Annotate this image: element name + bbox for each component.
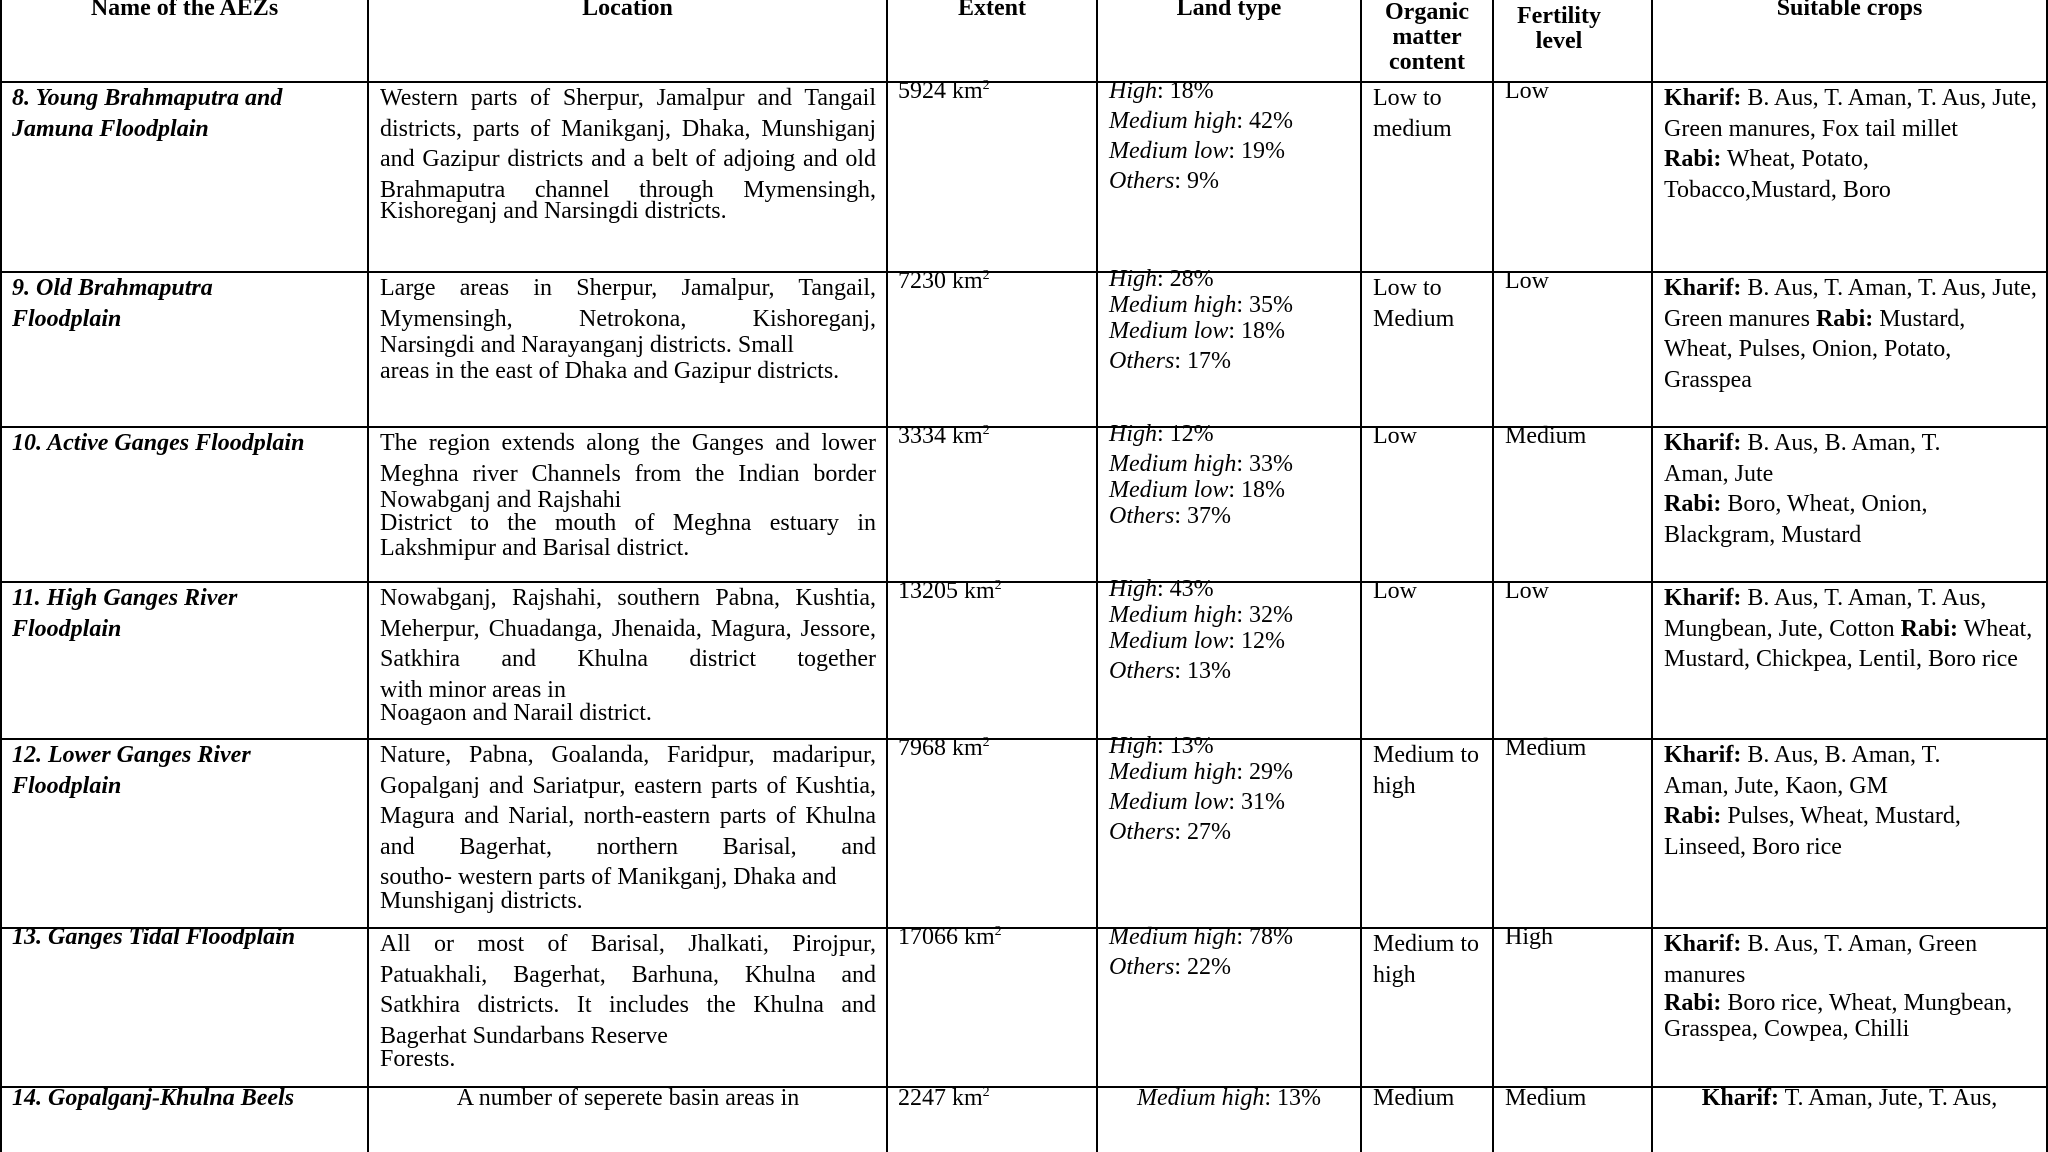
land-type-item: Others: 27% bbox=[1109, 819, 1232, 845]
aez-name: 14. Gopalganj-Khulna Beels bbox=[12, 1085, 295, 1111]
fertility-value: Low bbox=[1505, 578, 1549, 604]
land-type-item: Medium low: 19% bbox=[1109, 138, 1285, 164]
land-type-list bbox=[1109, 266, 1293, 374]
extent-value: 5924 $km^2$ bbox=[898, 78, 990, 104]
header-fertility-level: Fertility level bbox=[1517, 3, 1601, 54]
column-divider bbox=[1096, 0, 1098, 1152]
land-type-item: Medium low: 31% bbox=[1109, 789, 1285, 815]
organic-matter-value: Low to Medium bbox=[1373, 275, 1455, 332]
suitable-crops-cell: Kharif: B. Aus, B. Aman, T. Aman, Jute, Kaon, GM Rabi: Pulses, Wheat, Mustard, Linseed, Boro rice bbox=[1664, 742, 1961, 860]
land-type-item: Medium high: 42% bbox=[1109, 108, 1293, 134]
extent-value: 13205 $km^2$ bbox=[898, 578, 1002, 604]
land-type-item: Medium high: 13% bbox=[1137, 1085, 1321, 1111]
land-type-item: Medium high: 33% bbox=[1109, 451, 1293, 477]
suitable-crops-cell: Kharif: T. Aman, Jute, T. Aus, bbox=[1701, 1085, 1998, 1111]
suitable-crops-cell: Kharif: B. Aus, T. Aman, T. Aus, Jute, Green manures, Fox tail millet Rabi: Wheat, Potato, Tobacco,Mustard, Boro bbox=[1664, 85, 2037, 203]
land-type-item: High: 43% bbox=[1109, 576, 1214, 602]
extent-value: 3334 $km^2$ bbox=[898, 423, 990, 449]
land-type-item: High: 18% bbox=[1109, 78, 1214, 104]
organic-matter-value: Medium to high bbox=[1373, 931, 1479, 988]
header-location: Location bbox=[582, 0, 673, 21]
land-type-item: Others: 37% bbox=[1109, 503, 1232, 529]
fertility-value: Medium bbox=[1505, 735, 1587, 761]
aez-name: 8. Young Brahmaputra and Jamuna Floodplain bbox=[12, 85, 283, 142]
land-type-item: High: 13% bbox=[1109, 733, 1214, 759]
location-cell: Nature, Pabna, Goalanda, Faridpur, madaripur, Gopalganj and Sariatpur, eastern parts of Kushtia, Magura and Narial, north-eastern parts of Khulna and Bagerhat, northern Barisal, and southo- western parts of Manikganj, Dhaka and Munshiganj districts. bbox=[380, 742, 876, 914]
fertility-value: Medium bbox=[1505, 423, 1587, 449]
suitable-crops-cell: Kharif: B. Aus, B. Aman, T. Aman, Jute Rabi: Boro, Wheat, Onion, Blackgram, Mustard bbox=[1664, 430, 1941, 548]
land-type-item: High: 12% bbox=[1109, 421, 1214, 447]
location-cell: Large areas in Sherpur, Jamalpur, Tangail, Mymensingh, Netrokona, Kishoreganj, Narsingdi and Narayanganj districts. Small areas in the east of Dhaka and Gazipur districts. bbox=[380, 275, 876, 384]
location-cell: Nowabganj, Rajshahi, southern Pabna, Kushtia, Meherpur, Chuadanga, Jhenaida, Magura, Jessore, Satkhira and Khulna district together with minor areas in Noagaon and Narail district. bbox=[380, 585, 876, 726]
organic-matter-value: Low bbox=[1373, 578, 1417, 604]
land-type-list bbox=[1109, 733, 1293, 845]
land-type-item: Medium high: 35% bbox=[1109, 292, 1293, 318]
extent-value: 17066 $km^2$ bbox=[898, 924, 1002, 950]
column-divider bbox=[1492, 0, 1494, 1152]
land-type-item: Medium high: 32% bbox=[1109, 602, 1293, 628]
aez-name: 13. Ganges Tidal Floodplain bbox=[12, 924, 296, 950]
location-cell: A number of seperete basin areas in bbox=[456, 1085, 800, 1111]
extent-value: 7230 $km^2$ bbox=[898, 268, 990, 294]
extent-value: 2247 $km^2$ bbox=[898, 1085, 990, 1111]
land-type-list bbox=[1109, 421, 1293, 529]
header-name: Name of the AEZs bbox=[90, 0, 279, 21]
header-land-type: Land type bbox=[1176, 0, 1282, 21]
fertility-value: High bbox=[1505, 924, 1553, 950]
land-type-item: High: 28% bbox=[1109, 266, 1214, 292]
location-cell: All or most of Barisal, Jhalkati, Pirojpur, Patuakhali, Bagerhat, Barhuna, Khulna and Satkhira districts. It includes the Khulna and Bagerhat Sundarbans Reserve Forests. bbox=[380, 931, 876, 1072]
land-type-item: Medium low: 18% bbox=[1109, 318, 1285, 344]
fertility-value: Medium bbox=[1505, 1085, 1587, 1111]
land-type-item: Others: 9% bbox=[1109, 168, 1220, 194]
suitable-crops-cell: Kharif: B. Aus, T. Aman, Green manures Rabi: Boro rice, Wheat, Mungbean, Grasspea, Cowpea, Chilli bbox=[1664, 931, 2013, 1042]
land-type-item: Medium low: 12% bbox=[1109, 628, 1285, 654]
land-type-item: Medium high: 78% bbox=[1109, 924, 1293, 950]
land-type-item: Others: 17% bbox=[1109, 348, 1232, 374]
header-suitable-crops: Suitable crops bbox=[1776, 0, 1923, 21]
land-type-item: Medium high: 29% bbox=[1109, 759, 1293, 785]
organic-matter-value: Low to medium bbox=[1373, 85, 1452, 142]
land-type-item: Others: 13% bbox=[1109, 658, 1232, 684]
extent-value: 7968 $km^2$ bbox=[898, 735, 990, 761]
aez-name: 10. Active Ganges Floodplain bbox=[12, 430, 305, 456]
organic-matter-value: Low bbox=[1373, 423, 1417, 449]
header-extent: Extent bbox=[958, 0, 1026, 21]
aez-name: 9. Old Brahmaputra Floodplain bbox=[12, 275, 213, 332]
land-type-list bbox=[1098, 1083, 1360, 1114]
column-divider bbox=[1360, 0, 1362, 1152]
land-type-list bbox=[1109, 576, 1293, 684]
suitable-crops-cell: Kharif: B. Aus, T. Aman, T. Aus, Mungbean, Jute, Cotton Rabi: Wheat, Mustard, Chickpea, Lentil, Boro rice bbox=[1664, 585, 2033, 672]
fertility-value: Low bbox=[1505, 268, 1549, 294]
land-type-list bbox=[1109, 922, 1293, 982]
suitable-crops-cell: Kharif: B. Aus, T. Aman, T. Aus, Jute, Green manures Rabi: Mustard, Wheat, Pulses, Onion, Potato, Grasspea bbox=[1664, 275, 2037, 393]
land-type-item: Others: 22% bbox=[1109, 954, 1232, 980]
column-divider bbox=[1651, 0, 1653, 1152]
fertility-value: Low bbox=[1505, 78, 1549, 104]
location-cell: Western parts of Sherpur, Jamalpur and Tangail districts, parts of Manikganj, Dhaka, Munshiganj and Gazipur districts and a belt of adjoing and old Brahmaputra channel through Mymensingh, Kishoreganj and Narsingdi districts. bbox=[380, 85, 876, 224]
organic-matter-value: Medium to high bbox=[1373, 742, 1479, 799]
header-organic-matter: Organic matter content bbox=[1385, 0, 1469, 75]
organic-matter-value: Medium bbox=[1373, 1085, 1455, 1111]
location-cell: The region extends along the Ganges and lower Meghna river Channels from the Indian border Nowabganj and Rajshahi District to the mouth of Meghna estuary in Lakshmipur and Barisal district. bbox=[380, 430, 876, 561]
land-type-list bbox=[1109, 76, 1293, 196]
table-border-left bbox=[0, 0, 2, 1152]
column-divider bbox=[367, 0, 369, 1152]
column-divider bbox=[886, 0, 888, 1152]
aez-name: 12. Lower Ganges River Floodplain bbox=[12, 742, 251, 799]
aez-name: 11. High Ganges River Floodplain bbox=[12, 585, 238, 642]
land-type-item: Medium low: 18% bbox=[1109, 477, 1285, 503]
